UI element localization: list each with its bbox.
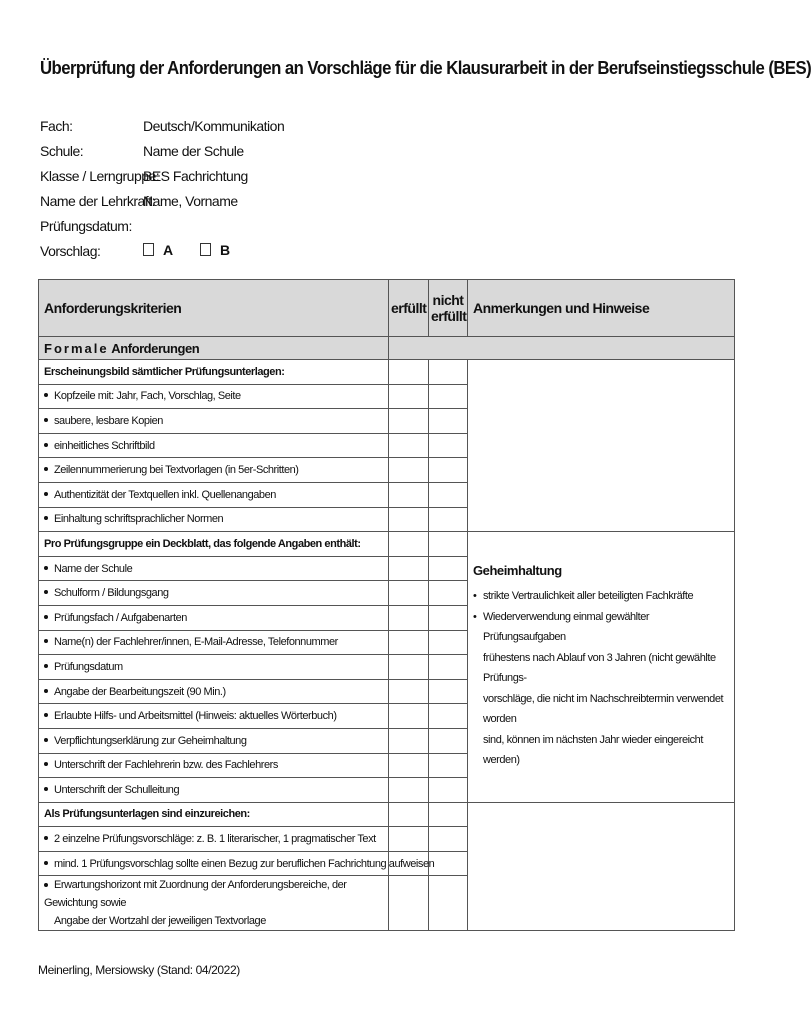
bullet-icon <box>44 762 48 766</box>
criterion <box>39 679 389 704</box>
nicht-erfuellt-cell[interactable] <box>429 851 468 876</box>
notes-title: Geheimhaltung <box>473 563 562 579</box>
erfuellt-cell[interactable] <box>389 728 429 753</box>
criterion-text: Unterschrift der Schulleitung <box>54 783 180 796</box>
meta-row-klasse <box>40 163 284 188</box>
erfuellt-cell[interactable] <box>389 655 429 680</box>
footer-credit: Meinerling, Mersiowsky (Stand: 04/2022) <box>38 963 240 977</box>
meta-row-schule <box>40 138 284 163</box>
nicht-erfuellt-cell[interactable] <box>429 876 468 931</box>
criterion <box>39 655 389 680</box>
criterion-text: Kopfzeile mit: Jahr, Fach, Vorschlag, Seite <box>54 390 241 403</box>
bullet-icon: • <box>473 610 477 623</box>
page-title: Überprüfung der Anforderungen an Vorschläge für die Klausurarbeit in der Berufseinstiegsschule (BES) <box>40 58 811 78</box>
bullet-icon <box>44 861 48 865</box>
criterion <box>39 778 389 803</box>
nicht-erfuellt-cell[interactable] <box>429 679 468 704</box>
criterion-text: Erlaubte Hilfs- und Arbeitsmittel (Hinweis: aktuelles Wörterbuch) <box>54 710 337 723</box>
criterion <box>39 384 389 409</box>
group-heading: Erscheinungsbild sämtlicher Prüfungsunterlagen: <box>39 360 389 385</box>
option-a-label: A <box>163 241 173 258</box>
table-row <box>39 360 735 385</box>
table-header-row <box>39 280 735 337</box>
meta-row-fach <box>40 113 284 138</box>
notes-item <box>473 607 729 771</box>
erfuellt-cell[interactable] <box>389 827 429 852</box>
erfuellt-cell[interactable] <box>389 778 429 803</box>
criterion-text: Name(n) der Fachlehrer/innen, E-Mail-Adresse, Telefonnummer <box>54 636 338 649</box>
erfuellt-cell[interactable] <box>389 753 429 778</box>
erfuellt-cell[interactable] <box>389 384 429 409</box>
meta-value: BES Fachrichtung <box>143 167 248 184</box>
nicht-erfuellt-cell[interactable] <box>429 433 468 458</box>
criterion <box>39 482 389 507</box>
section-title <box>39 337 389 360</box>
section-title-spaced: Formale <box>44 340 109 356</box>
criterion <box>39 851 435 876</box>
header-erfuellt: erfüllt <box>389 280 429 337</box>
table-row <box>39 802 735 827</box>
bullet-icon <box>44 664 48 668</box>
meta-label: Prüfungsdatum: <box>40 217 132 234</box>
bullet-icon <box>44 443 48 447</box>
header-criteria: Anforderungskriterien <box>39 280 389 337</box>
notes-cell-empty <box>468 360 735 532</box>
bullet-icon <box>44 467 48 471</box>
criterion-text: Prüfungsfach / Aufgabenarten <box>54 611 187 624</box>
criterion <box>39 409 389 434</box>
bullet-icon <box>44 689 48 693</box>
criterion-text: Angabe der Bearbeitungszeit (90 Min.) <box>54 685 226 698</box>
option-b[interactable] <box>200 242 230 258</box>
option-a[interactable] <box>143 242 173 258</box>
erfuellt-cell[interactable] <box>389 679 429 704</box>
meta-value: Name, Vorname <box>143 192 238 209</box>
criterion-text: Name der Schule <box>54 562 133 575</box>
header-notes: Anmerkungen und Hinweise <box>468 280 735 337</box>
bullet-icon <box>44 639 48 643</box>
criterion-text: Verpflichtungserklärung zur Geheimhaltung <box>54 734 247 747</box>
meta-label: Fach: <box>40 117 73 134</box>
bullet-icon: • <box>473 590 477 603</box>
criterion <box>39 704 389 729</box>
meta-value: Name der Schule <box>143 142 244 159</box>
criterion <box>39 458 389 483</box>
bullet-icon <box>44 566 48 570</box>
nicht-erfuellt-cell[interactable] <box>429 556 468 581</box>
criterion <box>39 507 389 532</box>
checkbox-a[interactable] <box>143 243 154 256</box>
nicht-erfuellt-cell[interactable] <box>429 384 468 409</box>
bullet-icon <box>44 393 48 397</box>
bullet-icon <box>44 418 48 422</box>
meta-label: Vorschlag: <box>40 242 101 259</box>
erfuellt-cell[interactable] <box>389 556 429 581</box>
erfuellt-cell[interactable] <box>389 360 429 385</box>
nicht-erfuellt-cell[interactable] <box>429 630 468 655</box>
nicht-erfuellt-cell[interactable] <box>429 704 468 729</box>
criterion-line2: Angabe der Wortzahl der jeweiligen Textvorlage <box>54 915 266 928</box>
nicht-erfuellt-cell[interactable] <box>429 605 468 630</box>
header-nicht-line1: nicht <box>432 292 464 308</box>
meta-label: Name der Lehrkraft: <box>40 192 155 209</box>
notes-line: frühestens nach Ablauf von 3 Jahren (nicht gewählte Prüfungs- <box>483 651 716 685</box>
criterion-text: saubere, lesbare Kopien <box>54 414 163 427</box>
bullet-icon <box>44 836 48 840</box>
criterion-text: Prüfungsdatum <box>54 660 123 673</box>
criterion-text: Zeilennummerierung bei Textvorlagen (in 5er-Schritten) <box>54 464 299 477</box>
criterion-text: Erwartungshorizont mit Zuordnung der Anforderungsbereiche, der Gewichtung sowie <box>44 879 347 910</box>
meta-row-pruefungsdatum <box>40 213 284 238</box>
bullet-icon <box>44 615 48 619</box>
bullet-icon <box>44 590 48 594</box>
meta-label: Schule: <box>40 142 84 159</box>
table-row <box>39 532 735 557</box>
bullet-icon <box>44 787 48 791</box>
notes-item <box>473 586 729 607</box>
nicht-erfuellt-cell[interactable] <box>429 409 468 434</box>
erfuellt-cell[interactable] <box>389 458 429 483</box>
nicht-erfuellt-cell[interactable] <box>429 778 468 803</box>
criterion-text: Einhaltung schriftsprachlicher Normen <box>54 513 224 526</box>
notes-text: strikte Vertraulichkeit aller beteiligten Fachkräfte <box>483 590 694 603</box>
criterion-text: 2 einzelne Prüfungsvorschläge: z. B. 1 literarischer, 1 pragmatischer Text <box>54 833 376 846</box>
erfuellt-cell[interactable] <box>389 802 429 827</box>
nicht-erfuellt-cell[interactable] <box>429 655 468 680</box>
meta-label: Klasse / Lerngruppe: <box>40 167 160 184</box>
section-row <box>39 337 735 360</box>
notes-line: sind, können im nächsten Jahr wieder eingereicht werden) <box>483 733 703 767</box>
nicht-erfuellt-cell[interactable] <box>429 482 468 507</box>
notes-cell <box>468 532 735 803</box>
criterion <box>39 630 389 655</box>
criterion-text: Authentizität der Textquellen inkl. Quellenangaben <box>54 488 276 501</box>
bullet-icon <box>44 883 48 887</box>
meta-row-lehrkraft <box>40 188 284 213</box>
nicht-erfuellt-cell[interactable] <box>429 753 468 778</box>
notes-line: vorschläge, die nicht im Nachschreibtermin verwendet worden <box>483 692 724 726</box>
group-heading: Als Prüfungsunterlagen sind einzureichen: <box>39 802 389 827</box>
erfuellt-cell[interactable] <box>389 532 429 557</box>
criterion-text: einheitliches Schriftbild <box>54 439 155 452</box>
criterion <box>39 728 389 753</box>
group-heading: Pro Prüfungsgruppe ein Deckblatt, das folgende Angaben enthält: <box>39 532 389 557</box>
criteria-table <box>38 279 735 931</box>
erfuellt-cell[interactable] <box>389 507 429 532</box>
nicht-erfuellt-cell[interactable] <box>429 827 468 852</box>
bullet-icon <box>44 713 48 717</box>
criterion-line1 <box>44 876 383 912</box>
vorschlag-options <box>143 242 254 260</box>
criterion-text: Unterschrift der Fachlehrerin bzw. des Fachlehrers <box>54 759 278 772</box>
criterion-text: mind. 1 Prüfungsvorschlag sollte einen Bezug zur beruflichen Fachrichtung aufweisen <box>54 857 435 870</box>
nicht-erfuellt-cell[interactable] <box>429 728 468 753</box>
erfuellt-cell[interactable] <box>389 482 429 507</box>
bullet-icon <box>44 492 48 496</box>
notes-line: Wiederverwendung einmal gewählter Prüfungsaufgaben <box>483 610 650 644</box>
criterion <box>39 605 389 630</box>
notes-text <box>483 607 729 771</box>
notes-cell-empty <box>468 802 735 931</box>
nicht-erfuellt-cell[interactable] <box>429 532 468 557</box>
criterion <box>39 876 389 931</box>
nicht-erfuellt-cell[interactable] <box>429 802 468 827</box>
header-nicht-line2: erfüllt <box>431 308 467 324</box>
section-title-rest: Anforderungen <box>111 340 200 356</box>
meta-block <box>40 113 284 263</box>
erfuellt-cell[interactable] <box>389 581 429 606</box>
section-fill <box>389 337 735 360</box>
meta-value: Deutsch/Kommunikation <box>143 117 285 134</box>
nicht-erfuellt-cell[interactable] <box>429 458 468 483</box>
criterion <box>39 556 389 581</box>
checkbox-b[interactable] <box>200 243 211 256</box>
erfuellt-cell[interactable] <box>389 433 429 458</box>
erfuellt-cell[interactable] <box>389 605 429 630</box>
erfuellt-cell[interactable] <box>389 704 429 729</box>
nicht-erfuellt-cell[interactable] <box>429 507 468 532</box>
header-nicht-erfuellt <box>429 280 468 337</box>
erfuellt-cell[interactable] <box>389 876 429 931</box>
option-b-label: B <box>220 241 230 258</box>
criterion <box>39 581 389 606</box>
criterion <box>39 827 389 852</box>
criterion <box>39 753 389 778</box>
nicht-erfuellt-cell[interactable] <box>429 581 468 606</box>
meta-row-vorschlag <box>40 238 284 263</box>
nicht-erfuellt-cell[interactable] <box>429 360 468 385</box>
erfuellt-cell[interactable] <box>389 409 429 434</box>
criterion <box>39 433 389 458</box>
criterion-text: Schulform / Bildungsgang <box>54 587 169 600</box>
bullet-icon <box>44 738 48 742</box>
bullet-icon <box>44 516 48 520</box>
erfuellt-cell[interactable] <box>389 630 429 655</box>
